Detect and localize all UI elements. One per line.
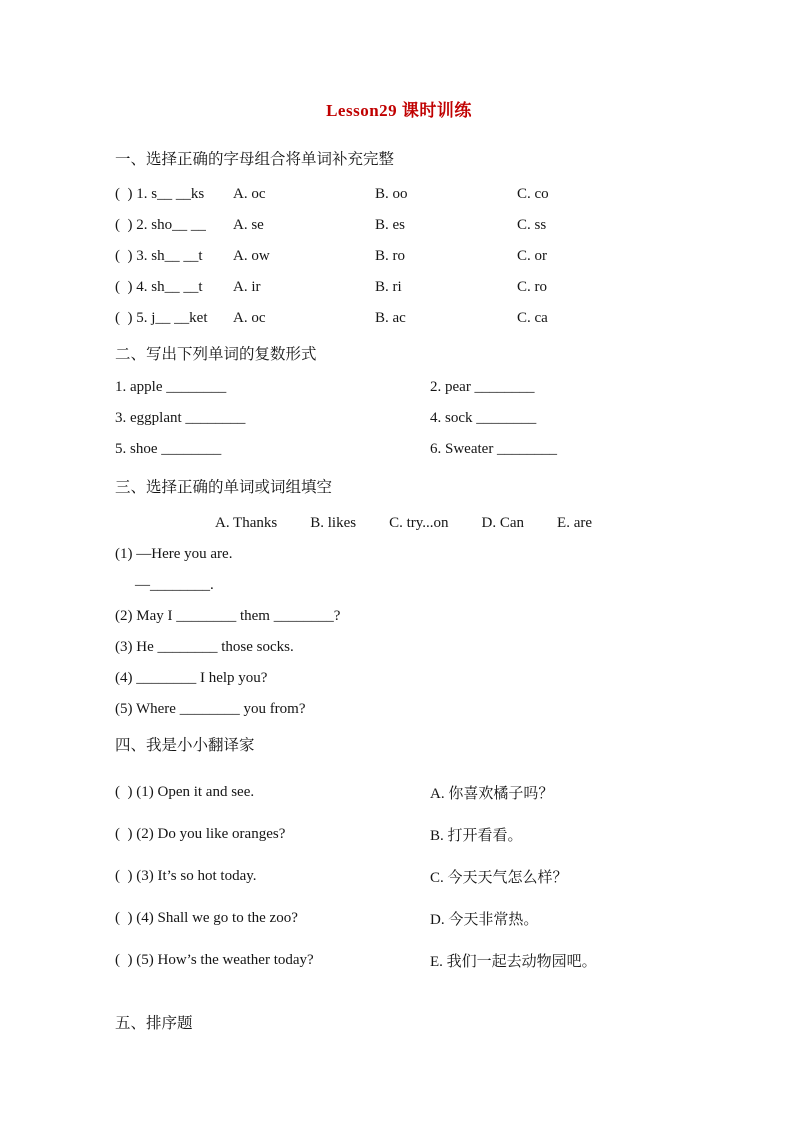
section1-heading: 一、选择正确的字母组合将单词补充完整	[115, 151, 395, 168]
match-chinese: B. 打开看看。	[430, 827, 523, 844]
match-item-row	[115, 813, 683, 855]
mc-stem: ( ) 3. sh__ __t	[115, 248, 203, 264]
mc-option-b: B. ro	[375, 248, 405, 264]
fill-in-line: (2) May I ________ them ________?	[115, 608, 341, 624]
section2-heading: 二、写出下列单词的复数形式	[115, 346, 317, 363]
match-item-row	[115, 771, 683, 813]
match-item-row	[115, 897, 683, 939]
plural-item: 4. sock ________	[430, 410, 537, 426]
match-chinese: E. 我们一起去动物园吧。	[430, 953, 597, 970]
mc-stem: ( ) 2. sho__ __	[115, 217, 206, 233]
mc-item-row	[115, 272, 683, 303]
plural-item: 2. pear ________	[430, 379, 535, 395]
mc-option-a: A. oc	[233, 186, 266, 202]
mc-option-a: A. se	[233, 217, 264, 233]
mc-option-a: A. oc	[233, 310, 266, 326]
match-english: ( ) (5) How’s the weather today?	[115, 951, 314, 968]
match-item-row	[115, 855, 683, 897]
plural-item: 3. eggplant ________	[115, 410, 246, 426]
match-chinese: D. 今天非常热。	[430, 911, 539, 928]
page-title: Lesson29 课时训练	[326, 101, 472, 120]
mc-item-row	[115, 210, 683, 241]
mc-option-a: A. ow	[233, 248, 270, 264]
word-bank-option: C. try...on	[389, 515, 449, 531]
mc-option-c: C. ss	[517, 217, 547, 233]
mc-stem: ( ) 4. sh__ __t	[115, 279, 203, 295]
mc-option-c: C. or	[517, 248, 547, 264]
plural-item-row	[115, 372, 683, 403]
section2-rows	[115, 372, 683, 465]
plural-item-row	[115, 434, 683, 465]
section5-heading: 五、排序题	[115, 1015, 193, 1032]
section4-heading: 四、我是小小翻译家	[115, 737, 255, 754]
plural-item: 6. Sweater ________	[430, 441, 558, 457]
match-english: ( ) (1) Open it and see.	[115, 783, 255, 800]
section3-lines	[115, 539, 683, 725]
mc-option-b: B. ri	[375, 279, 402, 295]
mc-stem: ( ) 1. s__ __ks	[115, 186, 205, 202]
mc-option-a: A. ir	[233, 279, 261, 295]
mc-item-row	[115, 303, 683, 334]
fill-in-line: —________.	[135, 577, 214, 593]
plural-item: 1. apple ________	[115, 379, 227, 395]
mc-item-row	[115, 241, 683, 272]
fill-in-line: (3) He ________ those socks.	[115, 639, 294, 655]
section3-heading: 三、选择正确的单词或词组填空	[115, 479, 333, 496]
match-english: ( ) (4) Shall we go to the zoo?	[115, 909, 298, 926]
word-bank-option: E. are	[557, 515, 593, 531]
section4-rows	[115, 771, 683, 981]
match-chinese: C. 今天天气怎么样？	[430, 869, 568, 886]
fill-in-line: (5) Where ________ you from?	[115, 701, 306, 717]
plural-item: 5. shoe ________	[115, 441, 222, 457]
plural-item-row	[115, 403, 683, 434]
mc-stem: ( ) 5. j__ __ket	[115, 310, 208, 326]
mc-item-row	[115, 179, 683, 210]
match-english: ( ) (2) Do you like oranges?	[115, 825, 286, 842]
section1-rows	[115, 179, 683, 334]
mc-option-c: C. ro	[517, 279, 547, 295]
mc-option-c: C. ca	[517, 310, 548, 326]
mc-option-c: C. co	[517, 186, 549, 202]
mc-option-b: B. oo	[375, 186, 408, 202]
mc-option-b: B. ac	[375, 310, 406, 326]
mc-option-b: B. es	[375, 217, 405, 233]
match-item-row	[115, 939, 683, 981]
fill-in-line: (1) —Here you are.	[115, 546, 233, 562]
word-bank-option: D. Can	[481, 515, 525, 531]
word-bank	[215, 508, 683, 539]
word-bank-option: B. likes	[310, 515, 357, 531]
match-english: ( ) (3) It’s so hot today.	[115, 867, 257, 884]
match-chinese: A. 你喜欢橘子吗？	[430, 785, 554, 802]
fill-in-line: (4) ________ I help you?	[115, 670, 268, 686]
word-bank-option: A. Thanks	[215, 515, 278, 531]
